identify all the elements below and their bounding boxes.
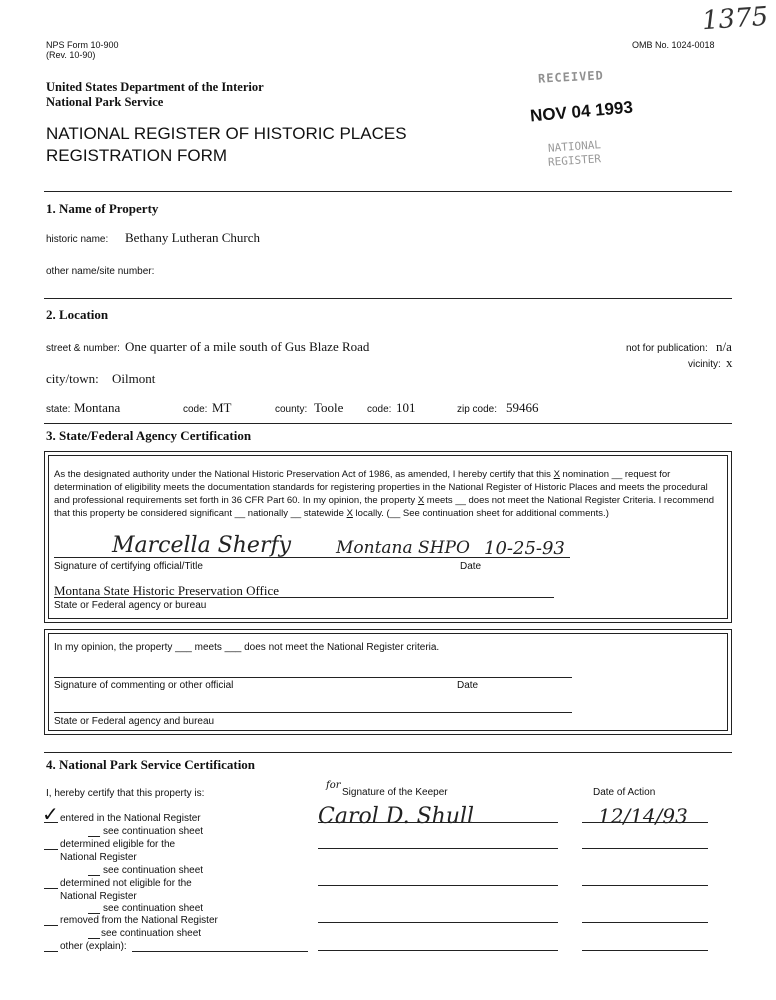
- form-title-line2: REGISTRATION FORM: [46, 146, 228, 165]
- comment-date-label: Date: [457, 680, 479, 691]
- certification-text: locally. (__ See continuation sheet for additional comments.): [352, 508, 609, 519]
- signature-line: [54, 557, 570, 558]
- keeper-line: [318, 885, 558, 886]
- divider: [44, 298, 732, 299]
- see-continuation: see continuation sheet: [103, 903, 204, 914]
- section4-heading: 4. National Park Service Certification: [46, 757, 256, 772]
- department-name: United States Department of the Interior: [46, 80, 264, 94]
- comment-agency-label: State or Federal agency and bureau: [54, 716, 215, 727]
- historic-name-value: Bethany Lutheran Church: [125, 230, 261, 245]
- option-not-eligible: determined not eligible for the: [60, 878, 192, 889]
- see-continuation: see continuation sheet: [101, 928, 202, 939]
- state-value: Montana: [74, 400, 121, 415]
- nomination-mark: X: [553, 469, 560, 480]
- section1-heading: 1. Name of Property: [46, 201, 159, 216]
- comment-signature-line: [54, 677, 572, 678]
- check-mark-icon: ✓: [42, 804, 59, 826]
- divider: [44, 752, 732, 753]
- locally-mark: X: [346, 508, 353, 519]
- option-other: other (explain):: [60, 941, 127, 952]
- checkbox-line: [88, 938, 100, 939]
- keeper-line: [318, 848, 558, 849]
- other-explain-line: [132, 951, 308, 952]
- see-continuation: see continuation sheet: [103, 865, 204, 876]
- not-for-publication-value: n/a: [716, 339, 732, 354]
- vicinity-value: x: [726, 355, 733, 370]
- option-eligible-line2: National Register: [60, 852, 137, 863]
- checkbox-line: [88, 913, 100, 914]
- street-label: street & number:: [46, 343, 120, 354]
- keeper-signature: Carol D. Shull: [318, 804, 475, 829]
- city-label: city/town:: [46, 371, 99, 386]
- checkbox-line: [44, 925, 58, 926]
- historic-name-label: historic name:: [46, 234, 109, 245]
- action-date-handwritten: 12/14/93: [598, 804, 688, 828]
- form-revision: (Rev. 10-90): [46, 50, 96, 60]
- agency-value: Montana State Historic Preservation Office: [54, 583, 280, 598]
- certification-text: As the designated authority under the National Historic Preservation Act of 1986, as amended, I hereby certify that this: [54, 469, 554, 480]
- divider: [44, 191, 732, 192]
- section2-heading: 2. Location: [46, 307, 109, 322]
- zip-label: zip code:: [457, 404, 498, 415]
- comment-signature-label: Signature of commenting or other official: [54, 680, 234, 691]
- form-title-line1: NATIONAL REGISTER OF HISTORIC PLACES: [46, 124, 407, 143]
- checkbox-line: [88, 875, 100, 876]
- certifying-date-handwritten: 10-25-93: [484, 538, 565, 559]
- keeper-line: [318, 950, 558, 951]
- certify-label: I, hereby certify that this property is:: [46, 788, 205, 799]
- stamp-date: NOV 04 1993: [529, 97, 634, 126]
- zip-value: 59466: [506, 400, 539, 415]
- checkbox-line: [44, 822, 58, 823]
- date-of-action-label: Date of Action: [593, 787, 656, 798]
- checkbox-line: [44, 849, 58, 850]
- certifying-signature: Marcella Sherfy: [112, 533, 292, 558]
- keeper-line: [318, 922, 558, 923]
- vicinity-label: vicinity:: [688, 359, 721, 370]
- certification-text: nomination __ request for determination of eligibility meets the documentation standards for registering properties in the National Register of Historic Places and meets the procedural and professional requirements set forth in 36 CFR Part 60. In my opinion, the property: [54, 469, 708, 506]
- other-name-label: other name/site number:: [46, 266, 155, 277]
- option-not-eligible-line2: National Register: [60, 891, 137, 902]
- divider: [44, 423, 732, 424]
- form-number: NPS Form 10-900: [46, 40, 119, 50]
- state-label: state:: [46, 404, 71, 415]
- checkbox-line: [44, 951, 58, 952]
- agency-line: [54, 597, 554, 598]
- keeper-line: [318, 822, 558, 823]
- action-line: [582, 848, 708, 849]
- comment-agency-line: [54, 712, 572, 713]
- corner-handwritten-number: 1375: [701, 1, 770, 37]
- agency-label: State or Federal agency or bureau: [54, 600, 207, 611]
- option-removed: removed from the National Register: [60, 915, 218, 926]
- not-for-publication-label: not for publication:: [626, 343, 708, 354]
- keeper-for-prefix: for: [326, 780, 341, 791]
- county-code-label: code:: [367, 404, 392, 415]
- stamp-national: NATIONAL: [547, 138, 602, 155]
- certification-text: meets __ does not meet the National Register Criteria. I recommend that this property be considered significant __ nationally __ statewide: [54, 495, 715, 519]
- see-continuation: see continuation sheet: [103, 826, 204, 837]
- certifying-signature-label: Signature of certifying official/Title: [54, 561, 203, 572]
- option-entered: entered in the National Register: [60, 813, 201, 824]
- state-code-value: MT: [212, 400, 232, 415]
- stamp-register: REGISTER: [547, 152, 602, 169]
- checkbox-line: [88, 836, 100, 837]
- state-code-label: code:: [183, 404, 208, 415]
- stamp-received: RECEIVED: [537, 68, 605, 86]
- action-line: [582, 885, 708, 886]
- certifying-title-handwritten: Montana SHPO: [336, 538, 470, 558]
- service-name: National Park Service: [46, 95, 164, 109]
- city-value: Oilmont: [112, 371, 156, 386]
- certification-paragraph: [54, 468, 720, 520]
- action-line: [582, 822, 708, 823]
- street-value: One quarter of a mile south of Gus Blaze Road: [125, 339, 370, 354]
- option-eligible: determined eligible for the: [60, 839, 176, 850]
- section3-heading: 3. State/Federal Agency Certification: [46, 428, 252, 443]
- county-value: Toole: [314, 400, 344, 415]
- opinion-text: In my opinion, the property ___ meets ___ does not meet the National Register criteria.: [54, 642, 440, 653]
- checkbox-line: [44, 888, 58, 889]
- action-line: [582, 950, 708, 951]
- county-label: county:: [275, 404, 308, 415]
- meets-mark: X: [417, 495, 425, 506]
- action-line: [582, 922, 708, 923]
- certifying-date-label: Date: [460, 561, 482, 572]
- keeper-signature-label: Signature of the Keeper: [342, 787, 448, 798]
- omb-number: OMB No. 1024-0018: [632, 40, 715, 50]
- county-code-value: 101: [396, 400, 416, 415]
